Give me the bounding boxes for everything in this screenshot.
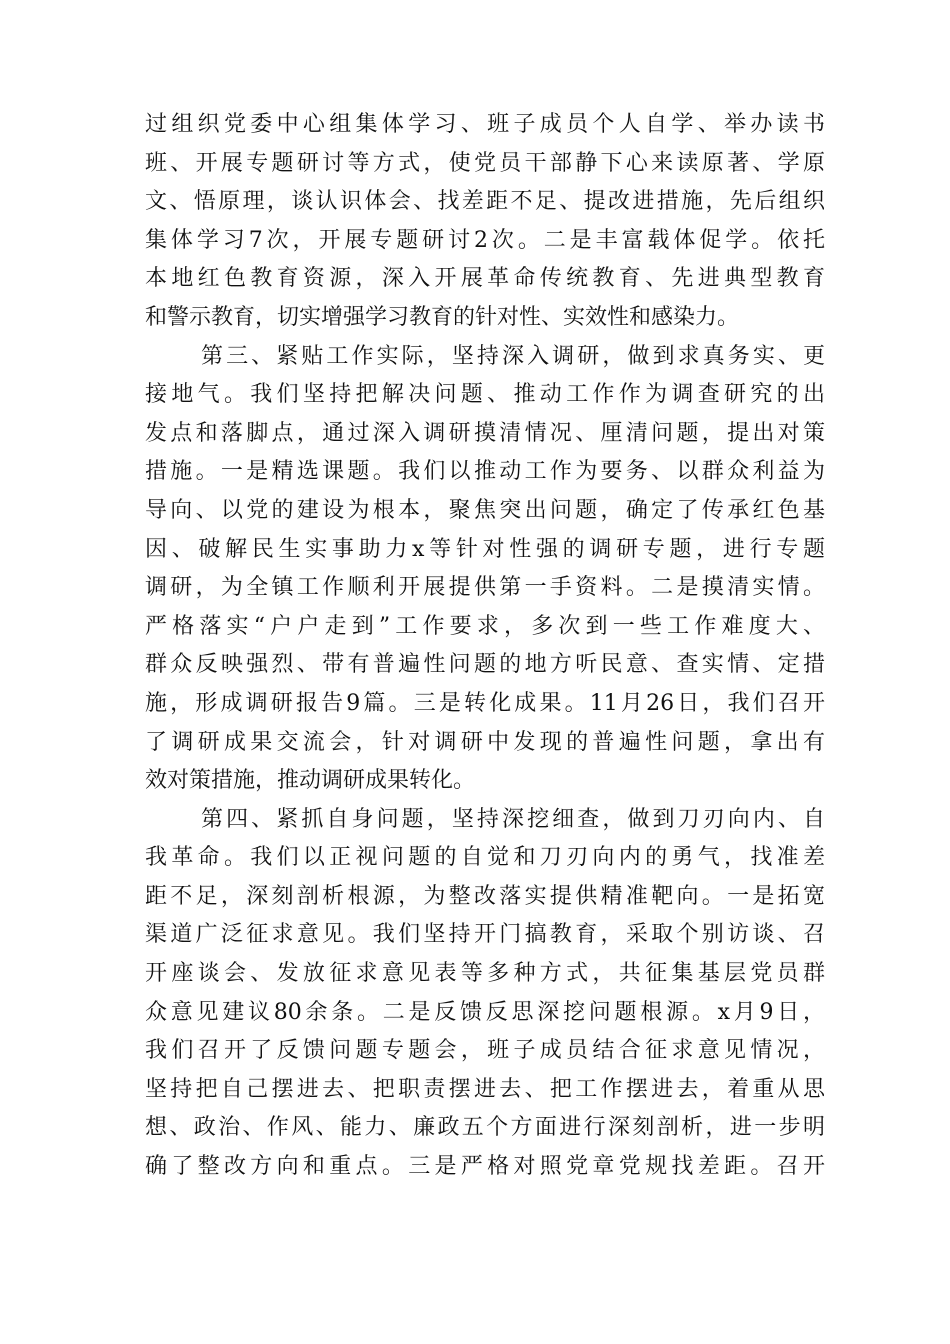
text-line: 本地红色教育资源，深入开展革命传统教育、先进典型教育 [145, 266, 825, 292]
text-line: 我革命。我们以正视问题的自觉和刀刃向内的勇气，找准差 [145, 845, 825, 871]
text-line: 距不足，深刻剖析根源，为整改落实提供精准靶向。一是拓宽 [145, 883, 825, 909]
paragraph-start-line: 第四、紧抓自身问题，坚持深挖细查，做到刀刃向内、自 [201, 806, 825, 832]
text-line: 想、政治、作风、能力、廉政五个方面进行深刻剖析，进一步明 [145, 1115, 825, 1141]
body-text [145, 106, 825, 1187]
text-line: 严格落实“户户走到”工作要求，多次到一些工作难度大、 [145, 613, 825, 639]
text-line: 集体学习7次，开展专题研讨2次。二是丰富载体促学。依托 [145, 227, 825, 253]
text-line: 我们召开了反馈问题专题会，班子成员结合征求意见情况， [145, 1038, 825, 1064]
text-line: 措施。一是精选课题。我们以推动工作为要务、以群众利益为 [145, 459, 825, 485]
text-line: 导向、以党的建设为根本，聚焦突出问题，确定了传承红色基 [145, 497, 825, 523]
text-line: 过组织党委中心组集体学习、班子成员个人自学、举办读书 [145, 112, 825, 137]
text-line: 调研，为全镇工作顺利开展提供第一手资料。二是摸清实情。 [145, 575, 825, 601]
text-line: 众意见建议80余条。二是反馈反思深挖问题根源。x月9日， [145, 999, 825, 1025]
text-line: 开座谈会、发放征求意见表等多种方式，共征集基层党员群 [145, 961, 825, 987]
text-line: 接地气。我们坚持把解决问题、推动工作作为调查研究的出 [145, 382, 825, 408]
text-line: 效对策措施，推动调研成果转化。 [145, 768, 476, 794]
text-line: 发点和落脚点，通过深入调研摸清情况、厘清问题，提出对策 [145, 420, 825, 446]
text-line: 坚持把自己摆进去、把职责摆进去、把工作摆进去，着重从思 [145, 1076, 825, 1102]
text-line: 班、开展专题研讨等方式，使党员干部静下心来读原著、学原 [145, 150, 825, 176]
text-line: 了调研成果交流会，针对调研中发现的普遍性问题，拿出有 [145, 729, 825, 755]
text-line: 因、破解民生实事助力x等针对性强的调研专题，进行专题 [145, 536, 825, 562]
text-line: 施，形成调研报告9篇。三是转化成果。11月26日，我们召开 [145, 690, 825, 716]
text-line: 文、悟原理，谈认识体会、找差距不足、提改进措施，先后组织 [145, 189, 825, 215]
text-line: 和警示教育，切实增强学习教育的针对性、实效性和感染力。 [145, 304, 740, 330]
text-line: 群众反映强烈、带有普遍性问题的地方听民意、查实情、定措 [145, 652, 825, 678]
text-line: 确了整改方向和重点。三是严格对照党章党规找差距。召开 [145, 1154, 825, 1180]
paragraph-start-line: 第三、紧贴工作实际，坚持深入调研，做到求真务实、更 [201, 343, 825, 369]
text-line: 渠道广泛征求意见。我们坚持开门搞教育，采取个别访谈、召 [145, 922, 825, 948]
